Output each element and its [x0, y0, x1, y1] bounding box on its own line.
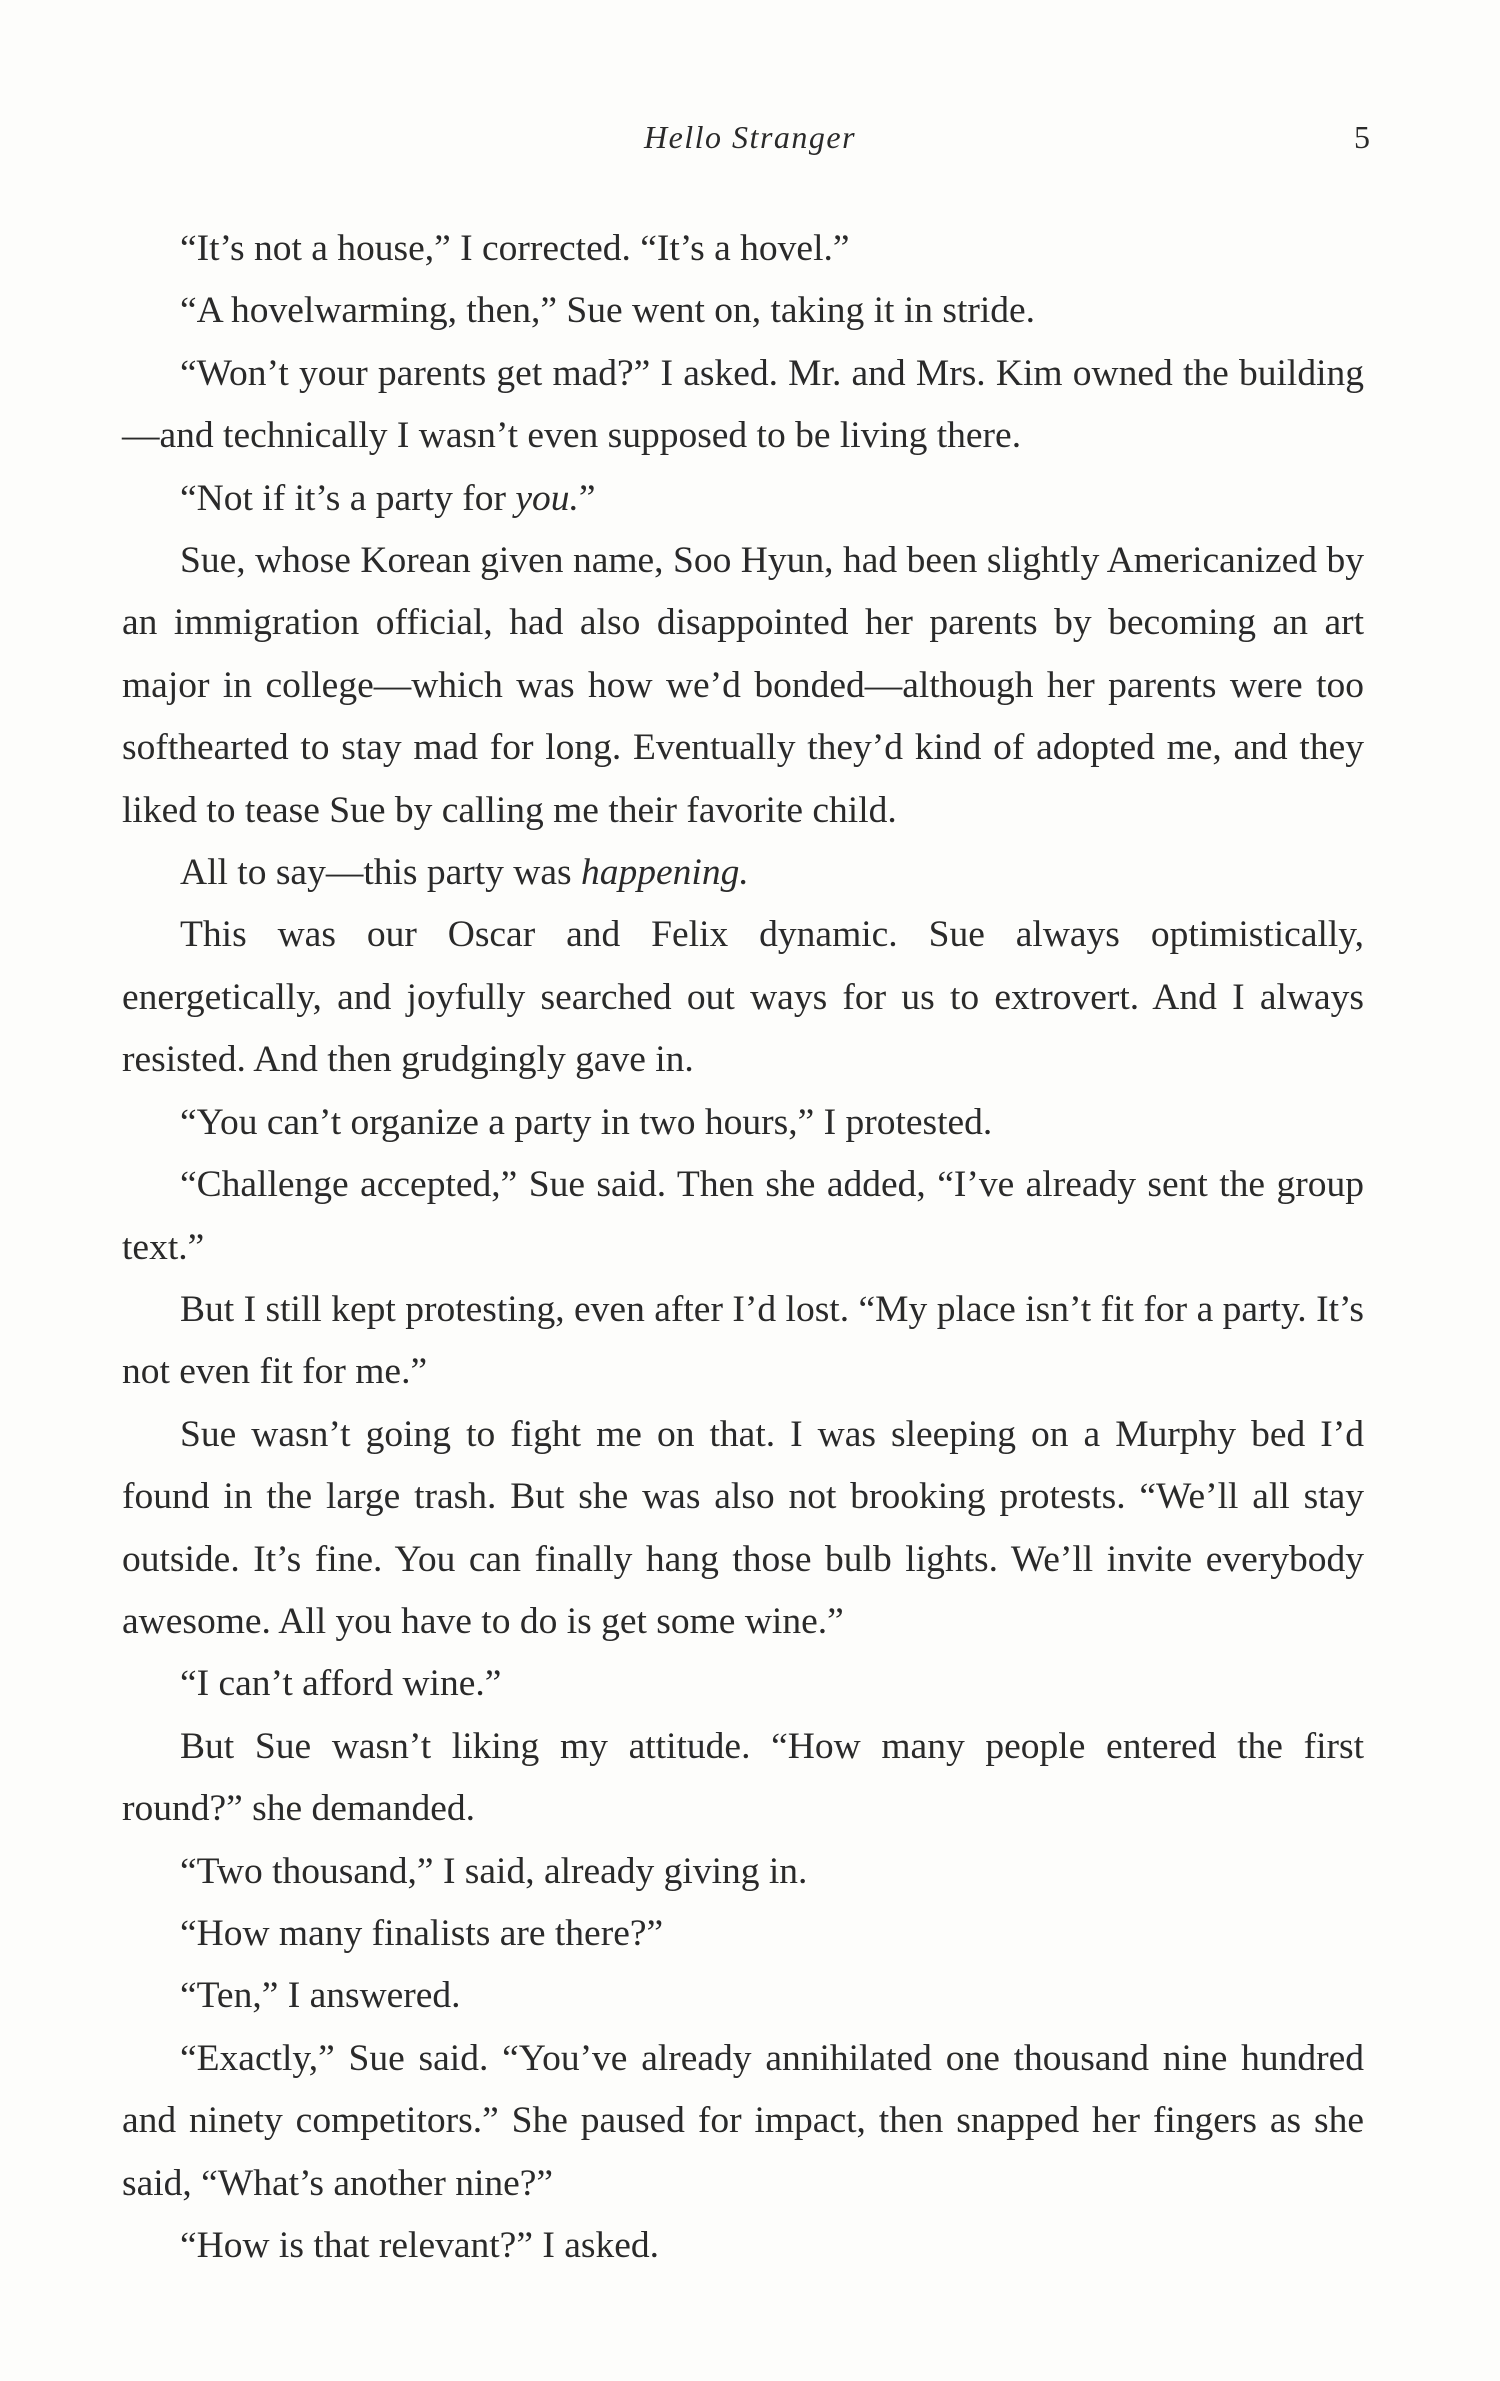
- paragraph: Sue wasn’t going to fight me on that. I was sleeping on a Murphy bed I’d found in the large trash. But she was also not brooking protests. “We’ll all stay outside. It’s fine. You can finally hang those bulb lights. We’ll invite everybody awesome. All you have to do is get some wine.”: [122, 1413, 1364, 1642]
- paragraph: “A hovelwarming, then,” Sue went on, taking it in stride.: [180, 290, 1036, 332]
- emphasis-text: you.: [515, 477, 579, 519]
- emphasis-text: happening.: [581, 852, 749, 894]
- paragraph: “You can’t organize a party in two hours,” I protested.: [180, 1101, 993, 1143]
- paragraph: “Exactly,” Sue said. “You’ve already annihilated one thousand nine hundred and ninety competitors.” She paused for impact, then snapped her fingers as she said, “What’s another nine?”: [122, 2037, 1364, 2204]
- paragraph: “How is that relevant?” I asked.: [180, 2225, 659, 2266]
- page-number: 5: [1354, 119, 1370, 155]
- paragraph: “How many finalists are there?”: [180, 1912, 664, 1954]
- paragraph: “Won’t your parents get mad?” I asked. Mr. and Mrs. Kim owned the building—and technically I wasn’t even supposed to be living there.: [122, 352, 1364, 457]
- running-head-title: Hello Stranger: [643, 119, 857, 155]
- paragraph: “Challenge accepted,” Sue said. Then she added, “I’ve already sent the group text.”: [122, 1164, 1364, 1268]
- paragraph: This was our Oscar and Felix dynamic. Sue always optimistically, energetically, and joyfully searched out ways for us to extrovert. And I always resisted. And then grudgingly gave in.: [122, 914, 1364, 1081]
- paragraph: [122, 842, 1364, 904]
- paragraph: “It’s not a house,” I corrected. “It’s a hovel.”: [180, 228, 850, 269]
- paragraph: But Sue wasn’t liking my attitude. “How many people entered the first round?” she demanded.: [122, 1725, 1364, 1830]
- paragraph: [122, 468, 1364, 530]
- paragraph: “Two thousand,” I said, already giving in.: [180, 1850, 808, 1892]
- body-text: [122, 218, 1364, 2277]
- paragraph: “Ten,” I answered.: [180, 1975, 461, 2017]
- paragraph-text: ”: [578, 477, 596, 519]
- running-head: [0, 112, 1500, 162]
- paragraph-text: “Not if it’s a party for: [180, 477, 516, 519]
- paragraph: But I still kept protesting, even after I’d lost. “My place isn’t fit for a party. It’s not even fit for me.”: [122, 1288, 1364, 1393]
- paragraph: Sue, whose Korean given name, Soo Hyun, had been slightly Americanized by an immigration official, had also disappointed her parents by becoming an art major in college—which was how we’d bonded—although her parents were too softhearted to stay mad for long. Eventually they’d kind of adopted me, and they liked to tease Sue by calling me their favorite child.: [122, 540, 1364, 831]
- paragraph: “I can’t afford wine.”: [180, 1663, 502, 1705]
- paragraph-text: All to say—this party was: [180, 852, 582, 894]
